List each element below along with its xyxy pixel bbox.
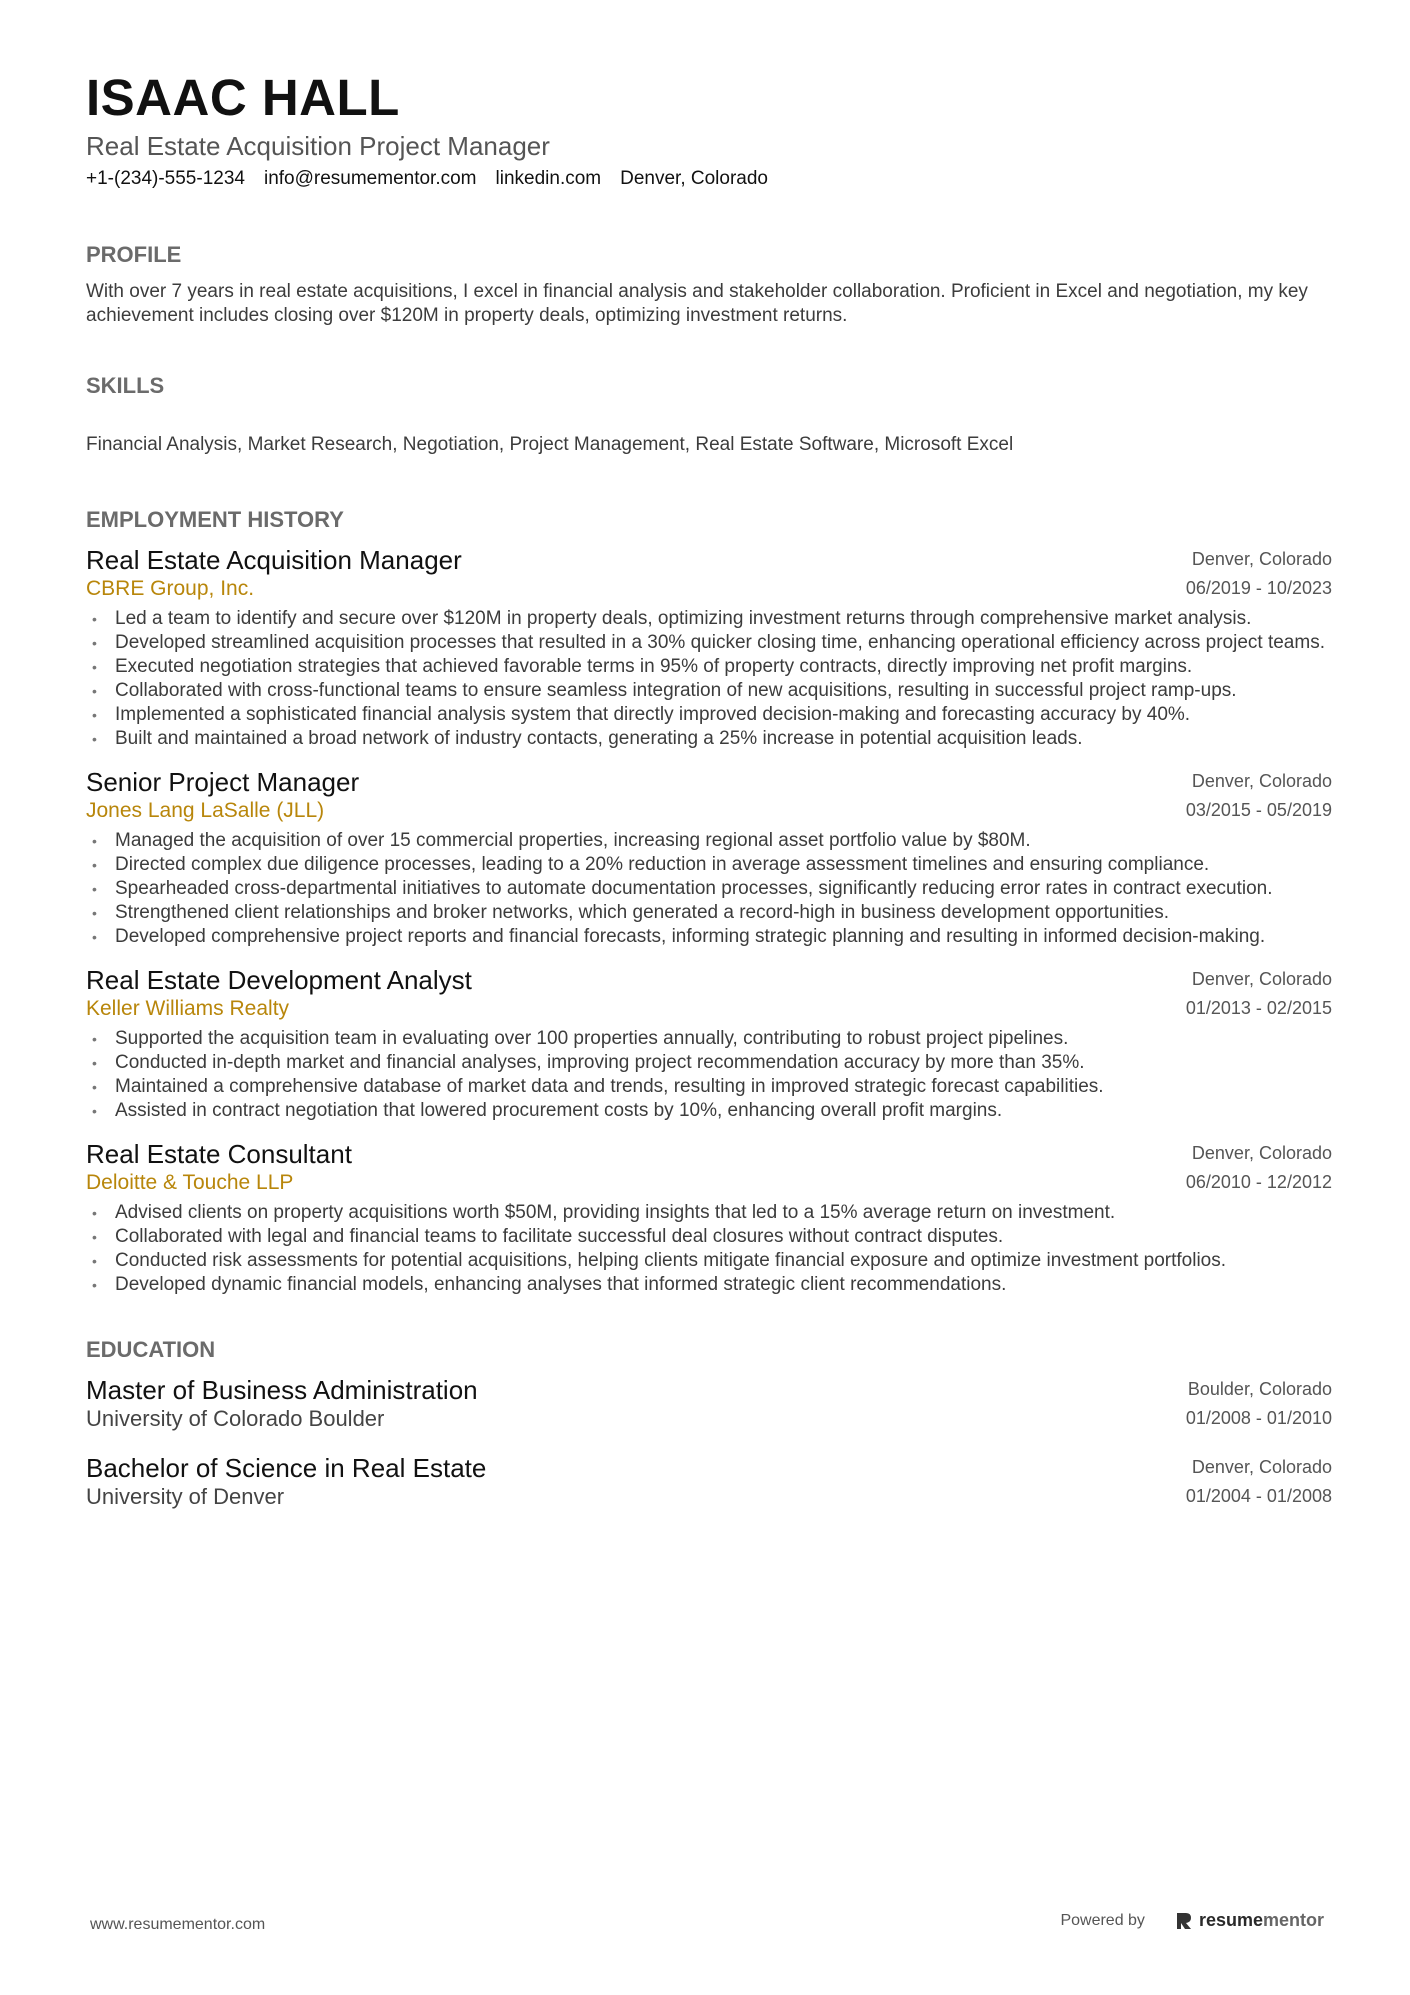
degree-title: Master of Business Administration xyxy=(86,1375,478,1406)
brand-logo[interactable] xyxy=(1175,1910,1324,1931)
bullet-item: • Directed complex due diligence processes, leading to a 20% reduction in average assessment timelines and ensuring compliance. xyxy=(92,854,1210,875)
bullet-dot-icon: • xyxy=(92,707,97,723)
degree-title: Bachelor of Science in Real Estate xyxy=(86,1453,487,1484)
education-location: Denver, Colorado xyxy=(1191,1457,1332,1478)
job-dates: 03/2015 - 05/2019 xyxy=(1185,800,1332,820)
bullet-dot-icon: • xyxy=(92,881,97,897)
bullet-item: • Strengthened client relationships and broker networks, which generated a record-high in business development opportunities. xyxy=(92,902,1170,923)
job-entry xyxy=(86,545,1332,751)
bullet-item: • Assisted in contract negotiation that lowered procurement costs by 10%, enhancing overall profit margins. xyxy=(92,1100,1003,1121)
job-bullets xyxy=(86,1027,1332,1123)
bullet-item: • Managed the acquisition of over 15 commercial properties, increasing regional asset portfolio value by $80M. xyxy=(92,830,1031,851)
contact-line xyxy=(86,166,1332,192)
job-company: Keller Williams Realty xyxy=(86,997,290,1020)
school-name: University of Denver xyxy=(86,1484,285,1510)
bullet-dot-icon: • xyxy=(92,1277,97,1293)
bullet-dot-icon: • xyxy=(92,857,97,873)
education-dates: 01/2004 - 01/2008 xyxy=(1185,1486,1332,1507)
bullet-dot-icon: • xyxy=(92,659,97,675)
bullet-item: • Conducted in-depth market and financial analyses, improving project recommendation accuracy by more than 35%. xyxy=(92,1052,1085,1073)
bullet-item: • Developed streamlined acquisition processes that resulted in a 30% quicker closing time, enhancing operational efficiency across project teams. xyxy=(92,632,1325,653)
bullet-item: • Supported the acquisition team in evaluating over 100 properties annually, contributing to robust project pipelines. xyxy=(92,1028,1069,1049)
bullet-dot-icon: • xyxy=(92,683,97,699)
bullet-dot-icon: • xyxy=(92,905,97,921)
job-location: Denver, Colorado xyxy=(1191,549,1332,569)
skills-text: Financial Analysis, Market Research, Negotiation, Project Management, Real Estate Software, Microsoft Excel xyxy=(86,433,1014,455)
candidate-name: ISAAC HALL xyxy=(86,69,400,126)
bullet-item: • Collaborated with cross-functional teams to ensure seamless integration of new acquisitions, resulting in successful project ramp-ups. xyxy=(92,680,1237,701)
job-bullets xyxy=(86,607,1332,751)
bullet-item: • Developed dynamic financial models, enhancing analyses that informed strategic client recommendations. xyxy=(92,1274,1007,1295)
education-location: Boulder, Colorado xyxy=(1187,1379,1332,1400)
bullet-dot-icon: • xyxy=(92,929,97,945)
bullet-item: • Spearheaded cross-departmental initiatives to automate documentation processes, significantly reducing error rates in contract execution. xyxy=(92,878,1273,899)
resume-header xyxy=(86,69,1332,192)
job-entry xyxy=(86,767,1332,949)
job-title: Senior Project Manager xyxy=(86,767,360,797)
bullet-item: • Executed negotiation strategies that achieved favorable terms in 95% of property contracts, directly improving net profit margins. xyxy=(92,656,1193,677)
skills-heading: SKILLS xyxy=(86,373,165,399)
job-location: Denver, Colorado xyxy=(1191,771,1332,791)
resumementor-logo-icon xyxy=(1175,1911,1193,1931)
bullet-item: • Collaborated with legal and financial teams to facilitate successful deal closures without contract disputes. xyxy=(92,1226,1004,1247)
bullet-item: • Led a team to identify and secure over $120M in property deals, optimizing investment returns through comprehensive market analysis. xyxy=(92,608,1252,629)
bullet-item: • Implemented a sophisticated financial analysis system that directly improved decision-making and forecasting accuracy by 40%. xyxy=(92,704,1191,725)
bullet-dot-icon: • xyxy=(92,1229,97,1245)
brand-text-bold: resume xyxy=(1198,1910,1263,1930)
education-section xyxy=(86,1337,1332,1511)
bullet-dot-icon: • xyxy=(92,1103,97,1119)
bullet-dot-icon: • xyxy=(92,731,97,747)
job-title: Real Estate Acquisition Manager xyxy=(86,545,462,575)
bullet-dot-icon: • xyxy=(92,1055,97,1071)
profile-heading: PROFILE xyxy=(86,241,182,267)
education-dates: 01/2008 - 01/2010 xyxy=(1185,1408,1332,1429)
job-company: Jones Lang LaSalle (JLL) xyxy=(86,799,325,822)
employment-section xyxy=(86,507,1332,1297)
contact-linkedin[interactable]: linkedin.com xyxy=(495,168,602,190)
contact-phone: +1-(234)-555-1234 xyxy=(86,168,245,190)
bullet-dot-icon: • xyxy=(92,833,97,849)
profile-section xyxy=(86,242,1332,328)
contact-email[interactable]: info@resumementor.com xyxy=(263,168,477,190)
job-dates: 06/2010 - 12/2012 xyxy=(1185,1172,1332,1192)
job-entry xyxy=(86,965,1332,1123)
job-dates: 06/2019 - 10/2023 xyxy=(1185,578,1332,598)
job-bullets xyxy=(86,829,1332,949)
brand-text-light: mentor xyxy=(1262,1910,1324,1930)
education-heading: EDUCATION xyxy=(86,1337,216,1362)
school-name: University of Colorado Boulder xyxy=(86,1406,385,1432)
bullet-dot-icon: • xyxy=(92,611,97,627)
education-entry xyxy=(86,1453,1332,1511)
bullet-item: • Developed comprehensive project reports and financial forecasts, informing strategic planning and resulting in informed decision-making. xyxy=(92,926,1266,947)
bullet-dot-icon: • xyxy=(92,1031,97,1047)
job-dates: 01/2013 - 02/2015 xyxy=(1185,998,1332,1018)
bullet-item: • Advised clients on property acquisitions worth $50M, providing insights that led to a 15% average return on investment. xyxy=(92,1202,1116,1223)
bullet-dot-icon: • xyxy=(92,1253,97,1269)
job-location: Denver, Colorado xyxy=(1191,1143,1332,1163)
job-company: Deloitte & Touche LLP xyxy=(86,1171,294,1194)
bullet-item: • Built and maintained a broad network of industry contacts, generating a 25% increase in potential acquisition leads. xyxy=(92,728,1083,749)
job-company: CBRE Group, Inc. xyxy=(86,577,255,600)
profile-text: With over 7 years in real estate acquisitions, I excel in financial analysis and stakeholder collaboration. Proficient in Excel and negotiation, my key achievement includes closing over $120M in property deals, optimizing investment returns. xyxy=(86,281,1308,327)
job-location: Denver, Colorado xyxy=(1191,969,1332,989)
bullet-dot-icon: • xyxy=(92,1205,97,1221)
job-entry xyxy=(86,1139,1332,1297)
resume-content xyxy=(86,69,1332,1511)
footer-website[interactable]: www.resumementor.com xyxy=(90,1916,266,1933)
skills-section xyxy=(86,373,1332,456)
employment-heading: EMPLOYMENT HISTORY xyxy=(86,506,344,532)
bullet-item: • Conducted risk assessments for potential acquisitions, helping clients mitigate financial exposure and optimize investment portfolios. xyxy=(92,1250,1227,1271)
job-title: Real Estate Consultant xyxy=(86,1139,352,1169)
candidate-title: Real Estate Acquisition Project Manager xyxy=(86,131,550,161)
bullet-item: • Maintained a comprehensive database of market data and trends, resulting in improved strategic forecast capabilities. xyxy=(92,1076,1104,1097)
contact-location: Denver, Colorado xyxy=(620,168,768,190)
job-bullets xyxy=(86,1201,1332,1297)
footer-branding xyxy=(1060,1910,1324,1931)
bullet-dot-icon: • xyxy=(92,635,97,651)
education-entry xyxy=(86,1375,1332,1433)
powered-by-label: Powered by xyxy=(1060,1911,1145,1929)
job-title: Real Estate Development Analyst xyxy=(86,965,472,995)
bullet-dot-icon: • xyxy=(92,1079,97,1095)
